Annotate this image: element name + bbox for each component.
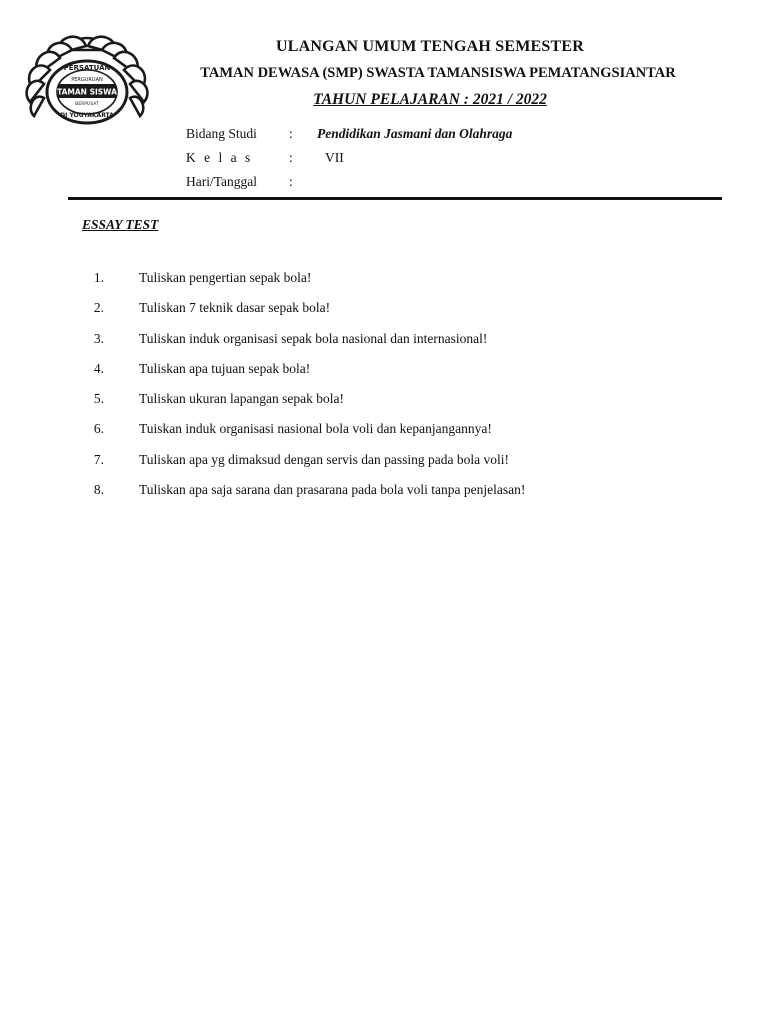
question-number: 1. — [93, 270, 104, 285]
question-item — [0, 452, 768, 482]
info-label: K e l a s — [186, 150, 253, 165]
question-number: 3. — [93, 330, 104, 346]
info-value-class: VII — [325, 150, 344, 165]
academic-year: TAHUN PELAJARAN : 2021 / 2022 — [313, 91, 547, 108]
question-item — [0, 361, 768, 391]
question-item — [0, 270, 768, 300]
info-colon: : — [289, 174, 293, 189]
exam-title: ULANGAN UMUM TENGAH SEMESTER — [276, 38, 584, 55]
logo-text-top: PERSATUAN — [63, 64, 111, 72]
question-number: 6. — [93, 421, 104, 437]
info-colon: : — [289, 150, 293, 165]
header-divider — [68, 197, 722, 200]
section-title: ESSAY TEST — [82, 217, 159, 232]
question-item — [0, 421, 768, 451]
question-number: 4. — [93, 360, 104, 376]
info-value-subject: Pendidikan Jasmani dan Olahraga — [317, 126, 513, 141]
info-label: Hari/Tanggal — [186, 174, 258, 189]
question-number: 5. — [93, 391, 104, 407]
logo-text-4: BERPUSAT — [75, 102, 99, 107]
question-text: Tuliskan apa tujuan sepak bola! — [139, 360, 311, 376]
question-list — [0, 270, 768, 512]
question-number: 7. — [93, 451, 104, 467]
question-text: Tuliskan ukuran lapangan sepak bola! — [139, 391, 344, 407]
info-label: Bidang Studi — [186, 126, 257, 141]
school-name: TAMAN DEWASA (SMP) SWASTA TAMANSISWA PEMATANGSIANTAR — [200, 65, 676, 81]
question-item — [0, 482, 768, 512]
question-text: Tuliskan induk organisasi sepak bola nasional dan internasional! — [139, 330, 488, 346]
logo-text-bottom: DI YOGYAKARTA — [60, 112, 114, 119]
school-logo — [24, 30, 150, 130]
logo-text-2: PERGURUAN — [71, 77, 103, 83]
question-text: Tuliskan 7 teknik dasar sepak bola! — [139, 300, 331, 316]
question-item — [0, 391, 768, 421]
question-text: Tuliskan apa yg dimaksud dengan servis dan passing pada bola voli! — [139, 451, 509, 467]
question-item — [0, 300, 768, 330]
question-text: Tuiskan induk organisasi nasional bola voli dan kepanjangannya! — [139, 421, 492, 437]
question-text: Tuliskan pengertian sepak bola! — [139, 270, 312, 285]
question-number: 2. — [93, 300, 104, 316]
question-item — [0, 331, 768, 361]
question-number: 8. — [93, 482, 104, 498]
info-colon: : — [289, 126, 293, 141]
logo-text-main: TAMAN SISWA — [57, 87, 117, 97]
question-text: Tuliskan apa saja sarana dan prasarana pada bola voli tanpa penjelasan! — [139, 482, 526, 498]
